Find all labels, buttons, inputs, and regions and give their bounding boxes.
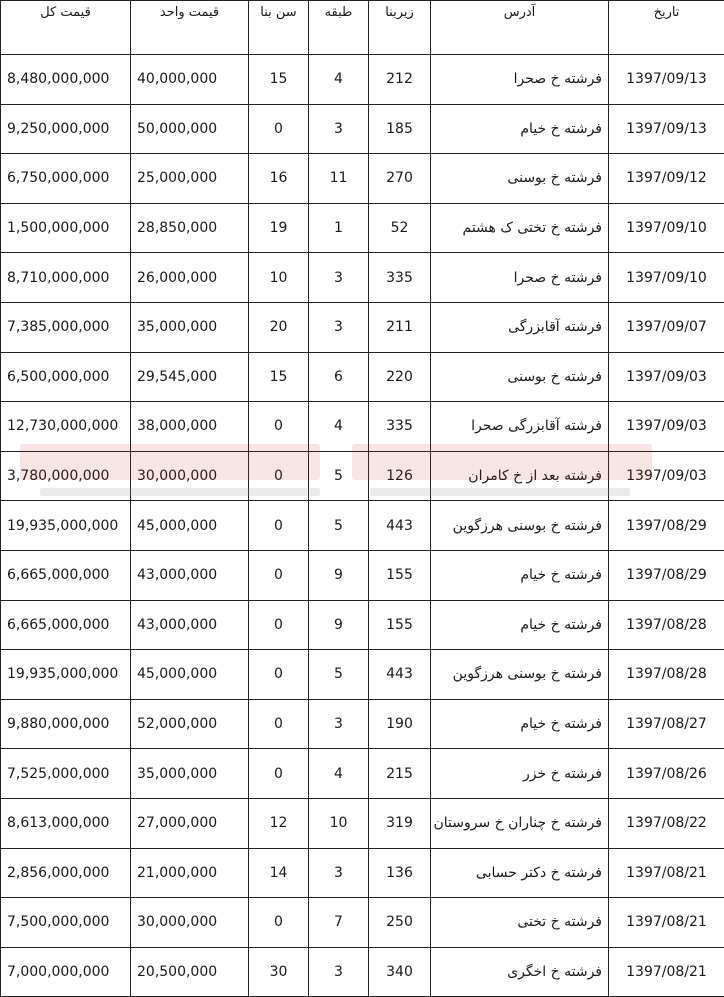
cell-unit-price: 26,000,000 <box>131 253 249 303</box>
cell-address: فرشته خ صحرا <box>431 253 609 303</box>
cell-area: 52 <box>369 203 431 253</box>
cell-address: فرشته خ خزر <box>431 749 609 799</box>
cell-area: 335 <box>369 402 431 452</box>
table-row <box>1 104 724 154</box>
cell-date: 1397/08/21 <box>609 947 724 997</box>
cell-total-price: 9,880,000,000 <box>1 699 131 749</box>
cell-total-price: 7,500,000,000 <box>1 898 131 948</box>
cell-unit-price: 35,000,000 <box>131 749 249 799</box>
cell-unit-price: 40,000,000 <box>131 55 249 105</box>
cell-address: فرشته خ بوسنی <box>431 154 609 204</box>
header-building-age: سن بنا <box>249 1 309 55</box>
cell-date: 1397/08/28 <box>609 600 724 650</box>
cell-total-price: 3,780,000,000 <box>1 451 131 501</box>
cell-floor: 5 <box>309 451 369 501</box>
cell-floor: 1 <box>309 203 369 253</box>
cell-date: 1397/09/10 <box>609 203 724 253</box>
cell-date: 1397/08/21 <box>609 848 724 898</box>
table-row <box>1 203 724 253</box>
cell-total-price: 7,000,000,000 <box>1 947 131 997</box>
cell-area: 212 <box>369 55 431 105</box>
cell-address: فرشته بعد از خ کامران <box>431 451 609 501</box>
cell-floor: 11 <box>309 154 369 204</box>
cell-area: 155 <box>369 550 431 600</box>
cell-area: 443 <box>369 501 431 551</box>
cell-building-age: 0 <box>249 550 309 600</box>
cell-address: فرشته خ تختی ک هشتم <box>431 203 609 253</box>
cell-unit-price: 45,000,000 <box>131 501 249 551</box>
cell-unit-price: 25,000,000 <box>131 154 249 204</box>
cell-area: 215 <box>369 749 431 799</box>
table-row <box>1 253 724 303</box>
cell-address: فرشته خ چناران خ سروستان <box>431 798 609 848</box>
cell-building-age: 12 <box>249 798 309 848</box>
cell-floor: 5 <box>309 501 369 551</box>
cell-total-price: 8,613,000,000 <box>1 798 131 848</box>
cell-unit-price: 35,000,000 <box>131 302 249 352</box>
cell-building-age: 0 <box>249 501 309 551</box>
cell-floor: 4 <box>309 55 369 105</box>
cell-building-age: 0 <box>249 600 309 650</box>
cell-building-age: 0 <box>249 650 309 700</box>
cell-floor: 3 <box>309 104 369 154</box>
cell-building-age: 0 <box>249 402 309 452</box>
cell-area: 340 <box>369 947 431 997</box>
header-floor: طبقه <box>309 1 369 55</box>
header-unit-price: قیمت واحد <box>131 1 249 55</box>
cell-date: 1397/09/10 <box>609 253 724 303</box>
cell-building-age: 14 <box>249 848 309 898</box>
table-row <box>1 550 724 600</box>
cell-total-price: 7,525,000,000 <box>1 749 131 799</box>
cell-total-price: 19,935,000,000 <box>1 650 131 700</box>
table-row <box>1 898 724 948</box>
cell-date: 1397/08/29 <box>609 501 724 551</box>
cell-area: 155 <box>369 600 431 650</box>
cell-building-age: 0 <box>249 451 309 501</box>
cell-floor: 6 <box>309 352 369 402</box>
cell-building-age: 30 <box>249 947 309 997</box>
cell-floor: 4 <box>309 749 369 799</box>
cell-floor: 9 <box>309 600 369 650</box>
cell-total-price: 6,665,000,000 <box>1 550 131 600</box>
table-row <box>1 501 724 551</box>
cell-total-price: 2,856,000,000 <box>1 848 131 898</box>
cell-date: 1397/08/26 <box>609 749 724 799</box>
cell-total-price: 1,500,000,000 <box>1 203 131 253</box>
cell-area: 319 <box>369 798 431 848</box>
cell-floor: 9 <box>309 550 369 600</box>
header-date: تاریخ <box>609 1 724 55</box>
table-row <box>1 55 724 105</box>
cell-floor: 4 <box>309 402 369 452</box>
cell-total-price: 6,500,000,000 <box>1 352 131 402</box>
cell-area: 136 <box>369 848 431 898</box>
cell-address: فرشته خ بوسنی هرزگوین <box>431 501 609 551</box>
cell-area: 220 <box>369 352 431 402</box>
cell-building-age: 0 <box>249 699 309 749</box>
cell-date: 1397/09/03 <box>609 352 724 402</box>
table-row <box>1 798 724 848</box>
cell-building-age: 20 <box>249 302 309 352</box>
cell-unit-price: 30,000,000 <box>131 451 249 501</box>
cell-address: فرشته خ خیام <box>431 600 609 650</box>
cell-building-age: 15 <box>249 352 309 402</box>
cell-unit-price: 28,850,000 <box>131 203 249 253</box>
cell-building-age: 0 <box>249 749 309 799</box>
cell-date: 1397/08/22 <box>609 798 724 848</box>
cell-area: 250 <box>369 898 431 948</box>
cell-address: فرشته خ صحرا <box>431 55 609 105</box>
cell-address: فرشته خ دکتر حسابی <box>431 848 609 898</box>
table-row <box>1 749 724 799</box>
cell-total-price: 6,665,000,000 <box>1 600 131 650</box>
cell-floor: 3 <box>309 848 369 898</box>
cell-address: فرشته آقابزرگی صحرا <box>431 402 609 452</box>
cell-unit-price: 27,000,000 <box>131 798 249 848</box>
cell-total-price: 7,385,000,000 <box>1 302 131 352</box>
cell-address: فرشته خ خیام <box>431 699 609 749</box>
cell-total-price: 8,710,000,000 <box>1 253 131 303</box>
cell-area: 270 <box>369 154 431 204</box>
cell-date: 1397/09/12 <box>609 154 724 204</box>
cell-address: فرشته خ اخگری <box>431 947 609 997</box>
cell-total-price: 9,250,000,000 <box>1 104 131 154</box>
table-row <box>1 451 724 501</box>
cell-total-price: 12,730,000,000 <box>1 402 131 452</box>
cell-building-age: 15 <box>249 55 309 105</box>
cell-unit-price: 38,000,000 <box>131 402 249 452</box>
cell-address: فرشته خ تختی <box>431 898 609 948</box>
cell-floor: 10 <box>309 798 369 848</box>
cell-date: 1397/09/13 <box>609 104 724 154</box>
table-row <box>1 402 724 452</box>
cell-floor: 5 <box>309 650 369 700</box>
cell-date: 1397/08/29 <box>609 550 724 600</box>
cell-building-age: 19 <box>249 203 309 253</box>
cell-date: 1397/09/03 <box>609 451 724 501</box>
header-row <box>1 1 724 55</box>
cell-building-age: 0 <box>249 104 309 154</box>
table-row <box>1 947 724 997</box>
cell-area: 185 <box>369 104 431 154</box>
cell-floor: 3 <box>309 699 369 749</box>
cell-total-price: 6,750,000,000 <box>1 154 131 204</box>
cell-address: فرشته خ بوسنی <box>431 352 609 402</box>
cell-date: 1397/08/28 <box>609 650 724 700</box>
cell-address: فرشته خ خیام <box>431 550 609 600</box>
table-row <box>1 699 724 749</box>
cell-unit-price: 43,000,000 <box>131 600 249 650</box>
cell-date: 1397/09/07 <box>609 302 724 352</box>
cell-area: 443 <box>369 650 431 700</box>
header-address: آدرس <box>431 1 609 55</box>
cell-area: 126 <box>369 451 431 501</box>
table-row <box>1 600 724 650</box>
cell-floor: 3 <box>309 302 369 352</box>
header-total-price: قیمت کل <box>1 1 131 55</box>
table-row <box>1 848 724 898</box>
header-area: زیربنا <box>369 1 431 55</box>
cell-unit-price: 20,500,000 <box>131 947 249 997</box>
cell-unit-price: 52,000,000 <box>131 699 249 749</box>
table-row <box>1 650 724 700</box>
cell-building-age: 0 <box>249 898 309 948</box>
table-body <box>1 55 724 997</box>
cell-floor: 3 <box>309 947 369 997</box>
cell-date: 1397/09/13 <box>609 55 724 105</box>
cell-unit-price: 21,000,000 <box>131 848 249 898</box>
cell-floor: 3 <box>309 253 369 303</box>
cell-date: 1397/09/03 <box>609 402 724 452</box>
cell-unit-price: 50,000,000 <box>131 104 249 154</box>
table-row <box>1 154 724 204</box>
cell-area: 190 <box>369 699 431 749</box>
cell-unit-price: 45,000,000 <box>131 650 249 700</box>
cell-unit-price: 30,000,000 <box>131 898 249 948</box>
cell-building-age: 16 <box>249 154 309 204</box>
cell-address: فرشته خ خیام <box>431 104 609 154</box>
cell-total-price: 19,935,000,000 <box>1 501 131 551</box>
cell-building-age: 10 <box>249 253 309 303</box>
cell-area: 335 <box>369 253 431 303</box>
cell-date: 1397/08/27 <box>609 699 724 749</box>
table-row <box>1 302 724 352</box>
cell-total-price: 8,480,000,000 <box>1 55 131 105</box>
cell-address: فرشته آقابزرگی <box>431 302 609 352</box>
table-row <box>1 352 724 402</box>
cell-unit-price: 43,000,000 <box>131 550 249 600</box>
cell-floor: 7 <box>309 898 369 948</box>
cell-area: 211 <box>369 302 431 352</box>
cell-address: فرشته خ بوسنی هرزگوین <box>431 650 609 700</box>
cell-unit-price: 29,545,000 <box>131 352 249 402</box>
cell-date: 1397/08/21 <box>609 898 724 948</box>
